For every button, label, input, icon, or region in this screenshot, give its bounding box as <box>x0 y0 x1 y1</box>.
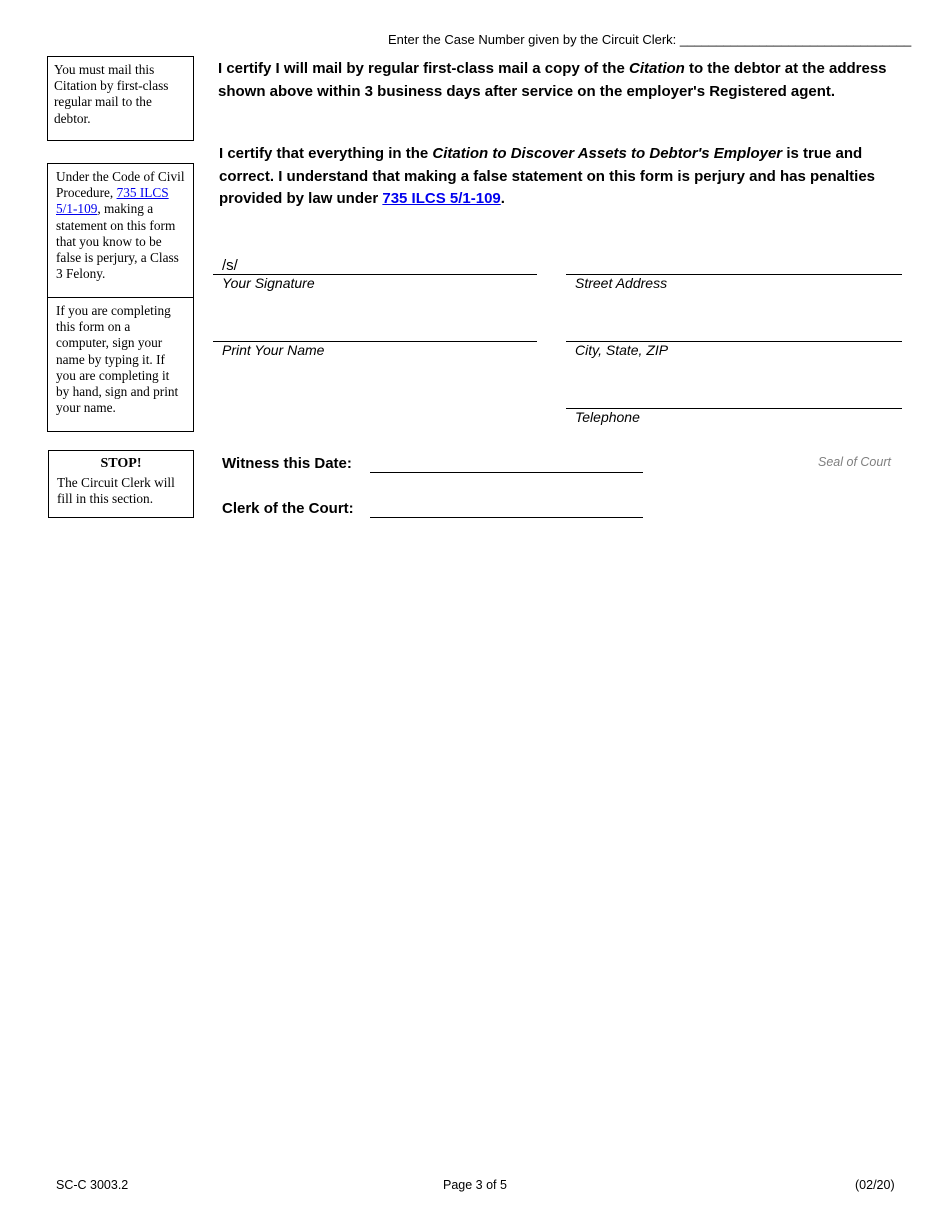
signing-note-text: If you are completing this form on a computer, sign your name by typing it. If you are completing it by hand, sign and print your name. <box>56 303 179 416</box>
perjury-note-text-before: Under the Code of Civil Procedure, <box>56 169 185 201</box>
witness-date-label: Witness this Date: <box>222 455 352 472</box>
mail-cert-citation: Citation <box>628 60 685 77</box>
revision-date: (02/20) <box>855 1178 895 1192</box>
street-address-label: Street Address <box>575 275 668 291</box>
truth-statute-link[interactable]: 735 ILCS 5/1-109 <box>382 190 501 207</box>
truth-cert-part1: I certify that everything in the <box>219 145 433 162</box>
mail-certification <box>218 58 908 103</box>
clerk-label: Clerk of the Court: <box>222 500 354 517</box>
stop-text: The Circuit Clerk will fill in this section. <box>57 475 175 507</box>
page-number: Page 3 of 5 <box>443 1178 507 1192</box>
print-name-label: Print Your Name <box>222 342 325 358</box>
truth-certification <box>219 143 909 211</box>
mail-cert-part1: I certify I will mail by regular first-class mail a copy of the <box>218 60 629 77</box>
case-number-label: Enter the Case Number given by the Circuit Clerk: <box>388 32 677 47</box>
mail-note-text: You must mail this Citation by first-class regular mail to the debtor. <box>54 62 169 126</box>
perjury-note-text-after: , making a statement on this form that you know to be false is perjury, a Class 3 Felony. <box>56 201 179 282</box>
clerk-line[interactable] <box>370 517 643 518</box>
mail-note-box <box>47 56 194 141</box>
telephone-label: Telephone <box>575 409 640 425</box>
form-code: SC-C 3003.2 <box>56 1178 129 1192</box>
truth-cert-part2: is true and correct. I understand that making a false statement on this form is perjury and has penalties provided by law under <box>219 145 876 207</box>
truth-cert-end: . <box>500 190 505 207</box>
your-signature-label: Your Signature <box>222 275 315 291</box>
seal-of-court: Seal of Court <box>818 455 891 469</box>
perjury-statute-link[interactable]: 735 ILCS 5/1-109 <box>56 185 169 217</box>
signature-field[interactable]: /s/ <box>222 257 238 274</box>
signing-note-box <box>47 297 194 432</box>
case-number-field[interactable]: ________________________________ <box>679 32 912 47</box>
case-number-prompt <box>388 32 911 47</box>
stop-title: STOP! <box>100 456 142 471</box>
stop-box <box>48 450 194 518</box>
perjury-note-box <box>47 163 194 298</box>
truth-cert-form-title: Citation to Discover Assets to Debtor's Employer <box>432 145 783 162</box>
mail-cert-part2: to the debtor at the address shown above within 3 business days after service on the employer's Registered agent. <box>218 60 887 100</box>
city-state-zip-label: City, State, ZIP <box>575 342 669 358</box>
witness-date-line[interactable] <box>370 472 643 473</box>
